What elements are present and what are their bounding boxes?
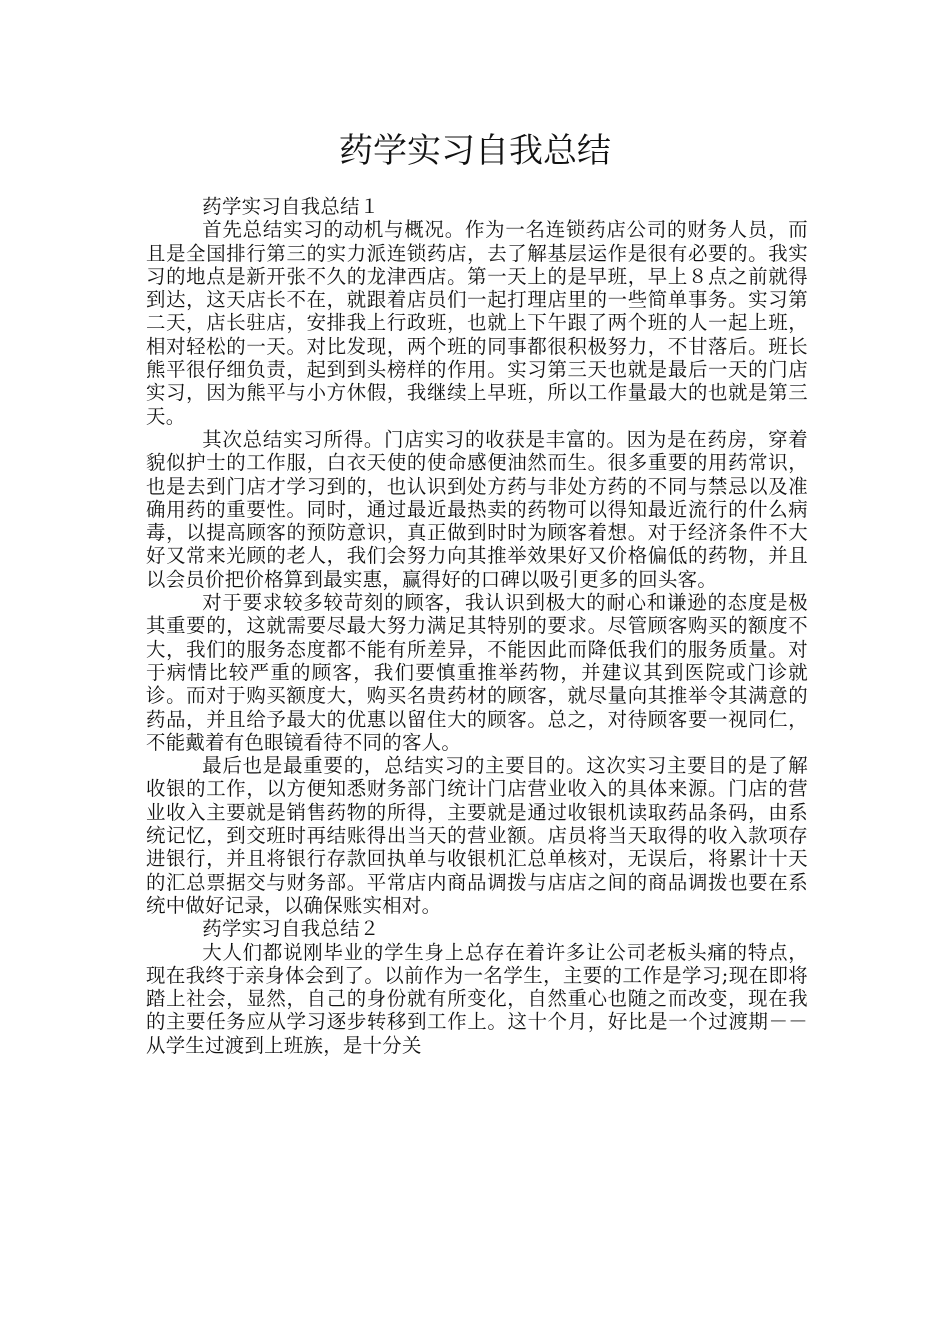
- paragraph: 首先总结实习的动机与概况。作为一名连锁药店公司的财务人员，而且是全国排行第三的实力派连锁药店，去了解基层运作是很有必要的。我实习的地点是新开张不久的龙津西店。第一天上的是早班，早上８点之前就得到达，这天店长不在，就跟着店员们一起打理店里的一些简单事务。实习第二天，店长驻店，安排我上行政班，也就上下午跟了两个班的人一起上班，相对轻松的一天。对比发现，两个班的同事都很积极努力，不甘落后。班长熊平很仔细负责，起到到头榜样的作用。实习第三天也就是最后一天的门店实习，因为熊平与小方休假，我继续上早班，所以工作量最大的也就是第三天。: [146, 218, 808, 428]
- paragraph: 其次总结实习所得。门店实习的收获是丰富的。因为是在药房，穿着貌似护士的工作服，白衣天使的使命感便油然而生。很多重要的用药常识，也是去到门店才学习到的，也认识到处方药与非处方药的不同与禁忌以及准确用药的重要性。同时，通过最近最热卖的药物可以得知最近流行的什么病毒，以提高顾客的预防意识，真正做到时时为顾客着想。对于经济条件不大好又常来光顾的老人，我们会努力向其推举效果好又价格偏低的药物，并且以会员价把价格算到最实惠，赢得好的口碑以吸引更多的回头客。: [146, 427, 808, 591]
- paragraph: 大人们都说刚毕业的学生身上总存在着许多让公司老板头痛的特点，现在我终于亲身体会到了。以前作为一名学生，主要的工作是学习;现在即将踏上社会，显然，自己的身份就有所变化，自然重心也随之而改变，现在我的主要任务应从学习逐步转移到工作上。这十个月，好比是一个过渡期－－从学生过渡到上班族，是十分关: [146, 940, 808, 1056]
- paragraph: 最后也是最重要的，总结实习的主要目的。这次实习主要目的是了解收银的工作，以方便知悉财务部门统计门店营业收入的具体来源。门店的营业收入主要就是销售药物的所得，主要就是通过收银机读取药品条码，由系统记忆，到交班时再结账得出当天的营业额。店员将当天取得的收入款项存进银行，并且将银行存款回执单与收银机汇总单核对，无误后，将累计十天的汇总票据交与财务部。平常店内商品调拨与店店之间的商品调拨也要在系统中做好记录，以确保账实相对。: [146, 754, 808, 917]
- section-heading: 药学实习自我总结２: [202, 917, 380, 941]
- paragraph: 对于要求较多较苛刻的顾客，我认识到极大的耐心和谦逊的态度是极其重要的，这就需要尽最大努力满足其特别的要求。尽管顾客购买的额度不大，我们的服务态度都不能有所差异，不能因此而降低我们的服务质量。对于病情比较严重的顾客，我们要慎重推举药物，并建议其到医院或门诊就诊。而对于购买额度大，购买名贵药材的顾客，就尽量向其推举令其满意的药品，并且给予最大的优惠以留住大的顾客。总之，对待顾客要一视同仁，不能戴着有色眼镜看待不同的客人。: [146, 591, 808, 754]
- document-body: [146, 195, 808, 1056]
- document-title: 药学实习自我总结: [339, 131, 611, 171]
- section-heading: 药学实习自我总结１: [202, 195, 380, 218]
